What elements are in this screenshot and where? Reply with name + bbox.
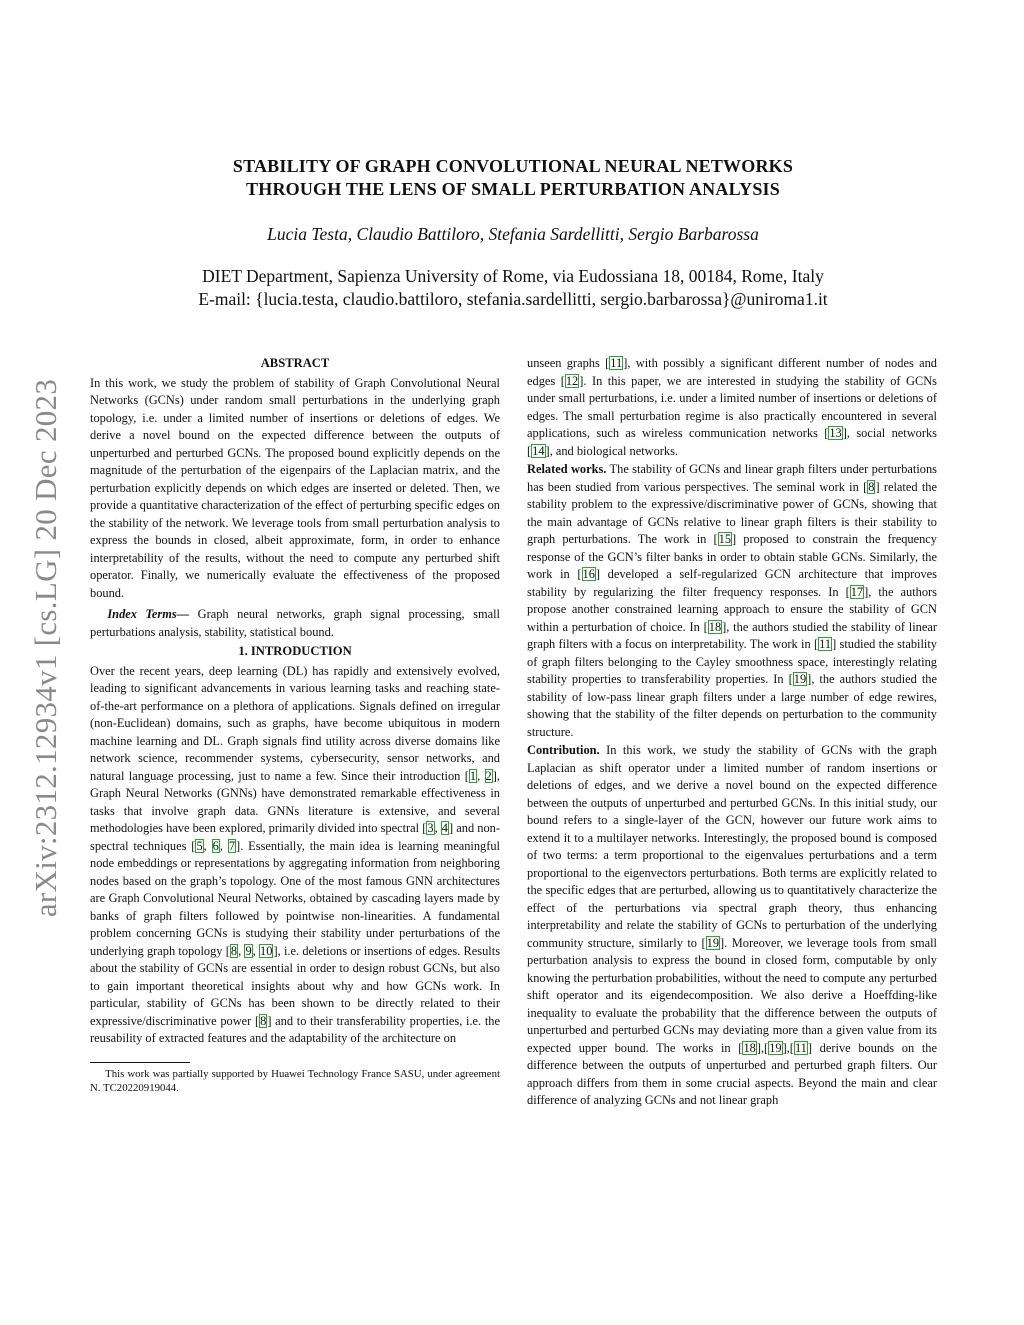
right-text: unseen graphs [527,356,606,370]
contribution-paragraph: Contribution. In this work, we study the stability of GCNs with the graph Laplacian as shift operator under a limited number of random insertions or deletions of edges, and we derive a novel bound on the expected difference between the outputs of unperturbed and perturbed GCNs. In this initial study, our bound refers to a single-layer of the GCN, however our future work aims to extend it to a multilayer networks. Interestingly, the proposed bound is composed of two terms: a term proportional to the eigenvalues perturbations and a term proportional to the eigenvectors perturbations. Both terms are explicitly related to the specific edges that are perturbed, allowing us to quantitatively characterize the effect of the perturbations via spectral graph theory, thus enhancing interpretability and relate the stability of GCNs to perturbation of the underlying community structure, similarly to [19]. Moreover, we leverage tools from small perturbation analysis to express the bound in closed form, computable by only knowing the perturbation probabilities, without the need to compute any perturbed shift operator and its eigendecomposition. We also derive a Hoeffding-like inequality to evaluate the probability that the difference between the outputs of unperturbed and perturbed GCNs may deviating more than a given value from its expected upper bound. The works in [18],[19],[11] derive bounds on the difference between the outputs of unperturbed and perturbed graph filters. Our approach differs from them in some crucial aspects. Beyond the main and clear difference of analyzing GCNs and not linear graph [527,743,937,1107]
right-text: proposed to constrain the frequency response of the GCN’s filter banks in order to obtain stable GCNs. Similarly, the work in [527,532,937,581]
citation-link[interactable]: 5 [196,838,203,853]
right-text: , the authors propose another constrained learning approach to ensure the stability of GCN within a perturbation of choice. In [527,584,937,634]
arxiv-identifier: arXiv:2312.12934v1 [cs.LG] 20 Dec 2023 [28,378,64,918]
right-text: , the authors studied the stability of low-pass linear graph filters under a large number of edge rewires, showing that the stability of the filter depends on perturbation to the community structure. [527,672,937,739]
funding-footnote: This work was partially supported by Huawei Technology France SASU, under agreement N. TC20220919044. [90,1067,500,1094]
citation-link[interactable]: 4 [441,821,448,835]
citation-link[interactable]: 19 [793,672,807,686]
citation-link[interactable]: 8 [230,943,238,958]
citation-link[interactable]: 11 [610,356,623,370]
citation-link[interactable]: 13 [829,426,842,440]
email-line: E-mail: {lucia.testa, claudio.battiloro, stefania.sardellitti, sergio.barbarossa}@uniroma1.it [198,289,828,309]
right-text: studied the stability of graph filters belonging to the Cayley smoothness space, interestingly relating stability properties to transferability properties. In [527,637,937,686]
citation-link[interactable]: 19 [769,1040,782,1055]
citation-link[interactable]: 9 [245,943,252,958]
citation-link[interactable]: 12 [565,373,579,388]
citation-link[interactable]: 2 [485,768,492,783]
paper-title [90,155,936,201]
title-line-1: STABILITY OF GRAPH CONVOLUTIONAL NEURAL NETWORKS [232,156,794,176]
affiliation: DIET Department, Sapienza University of Rome, via Eudossiana 18, 00184, Rome, Italy [202,266,824,286]
citation-link[interactable]: 19 [706,935,720,950]
arxiv-sidebar [28,348,64,948]
right-text: The stability of GCNs and linear graph filters under perturbations has been studied from various perspectives. The seminal work in [527,462,938,494]
citation-link[interactable]: 7 [228,838,236,853]
citation-link[interactable]: 14 [532,443,545,458]
citation-link[interactable]: 10 [260,943,273,958]
right-text: , social networks [846,426,937,440]
citation-link[interactable]: 8 [260,1013,267,1028]
right-column [527,355,937,1110]
contribution-label: Contribution. [527,743,600,757]
citation-link[interactable]: 15 [718,532,732,546]
intro-text-d: . Essentially, the main idea is learning meaningful node embeddings or representations by aggregating information from neighboring nodes based on the graph’s topology. One of the most famous GNN architectures are Graph Convolutional Neural Networks, obtained by cascading layers made by banks of graph filters followed by pointwise non-linearities. A fundamental problem concerning GCNs is studying their stability under perturbations of the underlying graph topology [90,838,501,958]
author-list: Lucia Testa, Claudio Battiloro, Stefania Sardellitti, Sergio Barbarossa [267,224,759,244]
right-text: derive bounds on the difference between the outputs of unperturbed and perturbed graph filters. Our approach differs from them in some crucial aspects. Beyond the main and clear difference of analyzing GCNs and not linear graph [527,1040,937,1107]
footnote-divider [90,1062,190,1063]
left-column [90,355,500,1095]
citation-link[interactable]: 11 [794,1040,807,1055]
right-text: . Moreover, we leverage tools from small perturbation analysis to express the bound in closed form, computable by only knowing the perturbation probabilities, without the need to compute any perturbed shift operator and its eigendecomposition. We also derive a Hoeffding-like inequality to evaluate the probability that the difference between the outputs of unperturbed and perturbed GCNs may deviating more than a given value from its expected upper bound. The works in [527,935,937,1055]
intro-text-e: , i.e. deletions or insertions of edges. Results about the stability of GCNs are essential in order to design robust GCNs, but also to gain important theoretical insights about why and how GCNs work. In particular, stability of GCNs has been shown to be directly related to their expressive/discriminative power [90,943,501,1028]
citation-link[interactable]: 11 [819,637,832,651]
related-works-label: Related works. [527,462,607,476]
abstract-heading: ABSTRACT [260,356,330,370]
citation-link[interactable]: 6 [212,838,219,853]
related-works-paragraph: Related works. The stability of GCNs and linear graph filters under perturbations has been studied from various perspectives. The seminal work in [8] related the stability problem to the expressive/discriminative power of GCNs, showing that the main advantage of GCNs relative to linear graph filters is their stability to graph perturbations. The work in [15] proposed to constrain the frequency response of the GCN’s filter banks in order to obtain stable GCNs. Similarly, the work in [16] developed a self-regularized GCN architecture that improves stability by regularizing the filter frequency responses. In [17], the authors propose another constrained learning approach to ensure the stability of GCN within a perturbation of choice. In [18], the authors studied the stability of linear graph filters with a focus on interpretability. The work in [11] studied the stability of graph filters belonging to the Cayley smoothness space, interestingly relating stability properties to transferability properties. In [19], the authors studied the stability of low-pass linear graph filters under a large number of edge rewires, showing that the stability of the filter depends on perturbation to the community structure. [527,462,938,739]
right-text: In this work, we study the stability of GCNs with the graph Laplacian as shift operator under a limited number of random insertions or deletions of edges, and we derive a novel bound on the expected difference between the outputs of unperturbed and perturbed GCNs. In this initial study, our bound refers to a single-layer of the GCN, however our future work aims to extend it to a multilayer networks. Interestingly, the proposed bound is composed of two terms: a term proportional to the eigenvalues perturbations and a term proportional to the eigenvectors perturbations. Both terms are explicitly related to the specific edges that are perturbed, allowing us to quantitatively characterize the effect of the perturbations via spectral graph theory, thus enhancing interpretability and relate the stability of GCNs to perturbation of the underlying community structure, similarly to [527,743,937,950]
introduction-paragraph: Over the recent years, deep learning (DL) has rapidly and extensively evolved, leading to significant advancements in various learning tasks and reaching state-of-the-art performance on a plethora of applications. Signals defined on irregular (non-Euclidean) domains, such as graphs, have become ubiquitous in modern machine learning and DL. Graph signals find utility across diverse domains like network science, recommender systems, cybersecurity, sensor networks, and natural language processing, just to name a few. Since their introduction [1, 2], Graph Neural Networks (GNNs) have demonstrated remarkable effectiveness in tasks that involve graph data. GNNs literature is extensive, and several methodologies have been explored, primarily divided into spectral [3, 4] and non-spectral techniques [5, 6, 7]. Essentially, the main idea is learning meaningful node embeddings or representations by aggregating information from neighboring nodes based on the graph’s topology. One of the most famous GNN architectures are Graph Convolutional Neural Networks, obtained by cascading layers made by banks of graph filters followed by pointwise non-linearities. A fundamental problem concerning GCNs is studying their stability under perturbations of the underlying graph topology [8, 9, 10], i.e. deletions or insertions of edges. Results about the stability of GCNs are essential in order to design robust GCNs, but also to gain important theoretical insights about why and how GCNs work. In particular, stability of GCNs has been shown to be directly related to their expressive/discriminative power [8] and to their transferability properties, i.e. the reusability of extracted features and the adaptability of the architecture on [90,663,501,1045]
index-terms-text: Graph neural networks, graph signal processing, small perturbations analysis, stability, statistical bound. [90,607,501,639]
citation-link[interactable]: 8 [868,479,875,494]
right-text: developed a self-regularized GCN architecture that improves stability by regularizing the filter frequency responses. In [527,567,937,599]
citation-link[interactable]: 3 [427,821,434,835]
right-text: , the authors studied the stability of linear graph filters with a focus on interpretability. The work in [527,619,937,651]
continuation-paragraph: unseen graphs [11], with possibly a significant different number of nodes and edges [12]. In this paper, we are interested in studying the stability of GCNs under small perturbations, i.e. under a limited number of insertions or deletions of edges. The small perturbation regime is also practically encountered in several applications, such as wireless communication networks [13], social networks [14], and biological networks. [527,356,937,458]
citation-link[interactable]: 18 [743,1040,756,1055]
right-text: , and biological networks. [549,443,679,458]
index-terms-label: Index Terms— [107,607,190,621]
right-text: related the stability problem to the expressive/discriminative power of GCNs, showing that the main advantage of GCNs relative to linear graph filters is their stability to graph perturbations. The work in [527,479,937,546]
introduction-heading: 1. INTRODUCTION [238,644,352,658]
index-terms [90,606,500,641]
citation-link[interactable]: 1 [469,768,477,783]
intro-text-c: and non-spectral techniques [90,821,500,853]
intro-text-b: , Graph Neural Networks (GNNs) have demonstrated remarkable effectiveness in tasks that involve graph data. GNNs literature is extensive, and several methodologies have been explored, primarily divided into spectral [90,768,500,835]
title-line-2: THROUGH THE LENS OF SMALL PERTURBATION ANALYSIS [246,179,780,199]
abstract-text: In this work, we study the problem of stability of Graph Convolutional Neural Networks (GCNs) under random small perturbations in the underlying graph topology, i.e. under a limited number of insertions or deletions of edges. We derive a novel bound on the expected difference between the outputs of unperturbed and perturbed GCNs. The proposed bound explicitly depends on the magnitude of the perturbation of the eigenpairs of the Laplacian matrix, and the perturbation explicitly depends on which edges are inserted or deleted. Then, we provide a quantitative characterization of the effect of perturbing specific edges on the stability of the network. We leverage tools from small perturbation analysis to express the bounds in closed, albeit approximate, form, in order to enhance interpretability of the results, without the need to compute any perturbed shift operator. Finally, we numerically evaluate the effectiveness of the proposed bound. [90,375,500,600]
affiliation-block [90,265,936,311]
intro-text-a: Over the recent years, deep learning (DL) has rapidly and extensively evolved, leading to significant advancements in various learning tasks and reaching state-of-the-art performance on a plethora of applications. Signals defined on irregular (non-Euclidean) domains, such as graphs, have become ubiquitous in modern machine learning and DL. Graph signals find utility across diverse domains like network science, recommender systems, cybersecurity, sensor networks, and natural language processing, just to name a few. Since their introduction [90,663,500,783]
citation-link[interactable]: 16 [582,567,595,581]
citation-link[interactable]: 17 [850,584,864,599]
citation-link[interactable]: 18 [708,619,722,634]
right-text: , with possibly a significant different number of nodes and edges [527,356,937,388]
right-text: . In this paper, we are interested in studying the stability of GCNs under small perturbations, i.e. under a limited number of insertions or deletions of edges. The small perturbation regime is also practically encountered in several applications, such as wireless communication networks [527,373,937,440]
intro-text-f: and to their transferability properties, i.e. the reusability of extracted features and the adaptability of the architecture on [90,1013,500,1045]
